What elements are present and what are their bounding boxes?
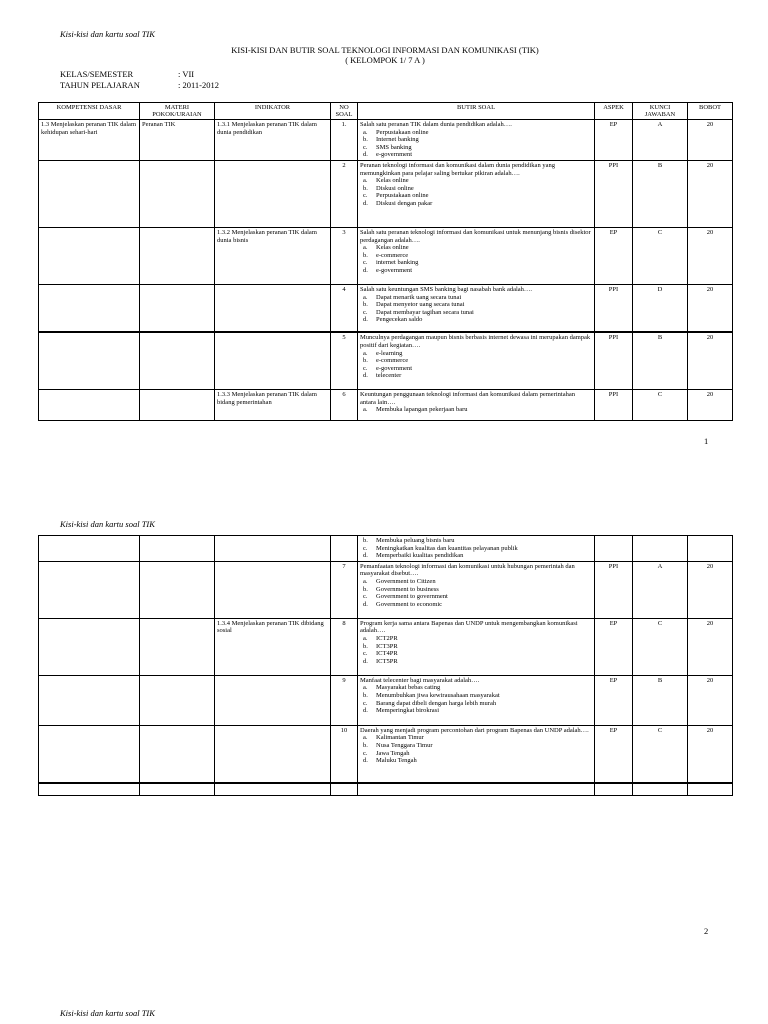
option-item: [363, 585, 592, 594]
butir-soal-cell: [358, 536, 595, 562]
option-text: Dapat menyetor uang secara tunai: [376, 301, 465, 309]
materi-cell: [140, 618, 215, 675]
page-number-2: 2: [704, 926, 709, 936]
kunci-cell: D: [633, 284, 688, 332]
option-list: [360, 350, 592, 380]
option-text: Memperbaiki kualitas pendidikan: [376, 552, 464, 560]
table-row: [39, 120, 733, 161]
option-item: [363, 128, 592, 137]
option-letter: a.: [363, 244, 368, 252]
option-item: [363, 593, 592, 601]
table-row: [39, 618, 733, 675]
bobot-cell: 20: [688, 675, 733, 725]
question-text: Salah satu keuntungan SMS banking bagi nasabah bank adalah….: [360, 285, 533, 293]
kompetensi-cell: [39, 783, 140, 795]
bobot-cell: 20: [688, 284, 733, 332]
aspek-cell: PPI: [595, 284, 633, 332]
column-header: KUNCI JAWABAN: [633, 103, 688, 120]
bobot-cell: 20: [688, 160, 733, 227]
column-header: KOMPETENSI DASAR: [39, 103, 140, 120]
kunci-cell: B: [633, 160, 688, 227]
option-letter: b.: [363, 642, 368, 650]
table-row: [39, 160, 733, 227]
option-text: ICT2PR: [376, 634, 398, 642]
option-letter: b.: [363, 537, 368, 544]
aspek-cell: PPI: [595, 561, 633, 618]
title-line-1: KISI-KISI DAN BUTIR SOAL TEKNOLOGI INFORMASI DAN KOMUNIKASI (TIK): [231, 45, 539, 55]
question-text: Peranan teknologi informasi dan komunikasi dalam dunia pendidikan yang memungkinkan para pelajar saling bertukar pikiran adalah….: [360, 161, 555, 177]
table-row: [39, 284, 733, 332]
option-text: Government to economic: [376, 600, 443, 608]
option-list: [360, 177, 592, 207]
option-letter: d.: [363, 657, 368, 665]
indikator-cell: 1.3.4 Menjelaskan peranan TIK dibidang sosial: [215, 618, 331, 675]
bobot-cell: 20: [688, 561, 733, 618]
option-item: [363, 684, 592, 692]
bobot-cell: 20: [688, 332, 733, 389]
aspek-cell: EP: [595, 618, 633, 675]
butir-soal-cell: [358, 120, 595, 161]
option-text: Diskusi online: [376, 184, 414, 192]
materi-cell: [140, 227, 215, 284]
option-letter: a.: [363, 406, 368, 414]
indikator-cell: 1.3.2 Menjelaskan peranan TIK dalam dunia bisnis: [215, 227, 331, 284]
option-text: e-government: [376, 364, 413, 372]
option-letter: a.: [363, 128, 368, 136]
option-item: [363, 734, 592, 742]
materi-cell: [140, 561, 215, 618]
bobot-cell: [688, 536, 733, 562]
running-header-page1: Kisi-kisi dan kartu soal TIK: [60, 29, 155, 39]
no-soal-cell: 6: [331, 389, 358, 420]
kompetensi-cell: [39, 227, 140, 284]
column-header: INDIKATOR: [215, 103, 331, 120]
kompetensi-cell: [39, 536, 140, 562]
materi-cell: [140, 284, 215, 332]
option-item: [363, 406, 592, 414]
option-item: [363, 741, 592, 750]
table-row: [39, 227, 733, 284]
option-item: [363, 650, 592, 658]
kompetensi-cell: [39, 160, 140, 227]
bobot-cell: 20: [688, 725, 733, 783]
table-header: [39, 103, 733, 120]
bobot-cell: [688, 783, 733, 795]
option-text: Membuka peluang bisnis baru: [376, 537, 455, 544]
question-text: Salah satu peranan teknologi informasi dan komunikasi untuk menunjang bisnis disektor perdagangan adalah….: [360, 228, 591, 244]
option-item: [363, 537, 592, 545]
no-soal-cell: 5: [331, 332, 358, 389]
no-soal-cell: 1.: [331, 120, 358, 161]
aspek-cell: [595, 536, 633, 562]
question-text: Keuntungan penggunaan teknologi informasi dan komunikasi dalam pemerintahan antara lain….: [360, 390, 575, 406]
option-text: Government to government: [376, 593, 448, 601]
option-letter: c.: [363, 192, 368, 200]
option-list: [360, 244, 592, 274]
kunci-cell: C: [633, 618, 688, 675]
option-text: Perpustakaan online: [376, 128, 429, 136]
kompetensi-cell: [39, 332, 140, 389]
option-letter: c.: [363, 364, 368, 372]
question-text: Salah satu peranan TIK dalam dunia pendidikan adalah….: [360, 121, 512, 128]
option-text: ICT5PR: [376, 657, 398, 665]
materi-cell: [140, 725, 215, 783]
option-item: [363, 251, 592, 260]
option-list: [360, 684, 592, 714]
materi-cell: [140, 783, 215, 795]
option-list: [360, 129, 592, 159]
option-item: [363, 349, 592, 358]
option-letter: b.: [363, 136, 368, 144]
option-list: [360, 734, 592, 764]
aspek-cell: EP: [595, 725, 633, 783]
option-letter: a.: [363, 349, 368, 357]
kunci-cell: A: [633, 120, 688, 161]
no-soal-cell: 2: [331, 160, 358, 227]
option-item: [363, 259, 592, 267]
option-list: [360, 294, 592, 324]
option-letter: c.: [363, 650, 368, 658]
materi-cell: Peranan TIK: [140, 120, 215, 161]
page-number-1: 1: [704, 436, 709, 446]
option-text: ICT3PR: [376, 642, 398, 650]
option-item: [363, 577, 592, 586]
option-item: [363, 192, 592, 200]
aspek-cell: PPI: [595, 332, 633, 389]
meta-block: [60, 69, 219, 91]
option-text: Memperingkat birokrasi: [376, 707, 439, 715]
option-letter: c.: [363, 749, 368, 757]
kompetensi-cell: [39, 725, 140, 783]
table-row: [39, 725, 733, 783]
tahun-label: TAHUN PELAJARAN: [60, 80, 140, 90]
option-item: [363, 364, 592, 373]
question-text: Manfaat telecenter bagi masyarakat adalah….: [360, 676, 480, 684]
aspek-cell: PPI: [595, 389, 633, 420]
option-letter: d.: [363, 600, 368, 608]
option-text: SMS banking: [376, 143, 412, 151]
option-text: Dapat menarik uang secara tunai: [376, 293, 462, 301]
option-letter: a.: [363, 293, 368, 301]
indikator-cell: [215, 284, 331, 332]
option-letter: a.: [363, 177, 368, 185]
option-letter: a.: [363, 734, 368, 742]
option-text: Masyarakat bebas cating: [376, 684, 441, 692]
option-text: Internet banking: [376, 136, 419, 144]
option-text: Menumbuhkan jiwa kewirausahaan masyarakat: [376, 691, 500, 699]
option-letter: b.: [363, 301, 368, 309]
column-header: BUTIR SOAL: [358, 103, 595, 120]
indikator-cell: [215, 675, 331, 725]
running-header-page3: Kisi-kisi dan kartu soal TIK: [60, 1008, 155, 1018]
column-header: BOBOT: [688, 103, 733, 120]
indikator-cell: 1.3.1 Menjelaskan peranan TIK dalam dunia pendidikan: [215, 120, 331, 161]
butir-soal-cell: [358, 561, 595, 618]
no-soal-cell: [331, 536, 358, 562]
option-letter: b.: [363, 691, 368, 699]
option-item: [363, 657, 592, 666]
materi-cell: [140, 675, 215, 725]
option-text: telecenter: [376, 372, 402, 380]
option-list: [360, 635, 592, 665]
title-line-2: ( KELOMPOK 1/ 7 A ): [345, 55, 425, 65]
kisi-table-page2: [38, 535, 733, 796]
option-text: Kalimantan Timur: [376, 734, 424, 742]
kompetensi-cell: [39, 675, 140, 725]
materi-cell: [140, 536, 215, 562]
option-item: [363, 293, 592, 302]
option-item: [363, 151, 592, 159]
materi-cell: [140, 332, 215, 389]
kunci-cell: C: [633, 725, 688, 783]
option-letter: d.: [363, 316, 368, 324]
option-item: [363, 699, 592, 708]
option-text: internet banking: [376, 259, 419, 267]
option-letter: d.: [363, 151, 368, 159]
option-item: [363, 199, 592, 208]
column-header: ASPEK: [595, 103, 633, 120]
option-letter: c.: [363, 593, 368, 601]
option-text: e-learning: [376, 349, 403, 357]
option-text: Maluku Tengah: [376, 757, 417, 765]
option-item: [363, 316, 592, 324]
no-soal-cell: [331, 783, 358, 795]
butir-soal-cell: [358, 160, 595, 227]
indikator-cell: [215, 725, 331, 783]
tahun-value: : 2011-2012: [178, 80, 220, 90]
option-text: Barang dapat dibeli dengan harga lebih murah: [376, 699, 497, 707]
option-text: Diskusi dengan pakar: [376, 199, 433, 207]
option-text: Perpustakaan online: [376, 192, 429, 200]
indikator-cell: [215, 561, 331, 618]
kompetensi-cell: [39, 284, 140, 332]
option-letter: b.: [363, 184, 368, 192]
aspek-cell: [595, 783, 633, 795]
indikator-cell: [215, 160, 331, 227]
option-item: [363, 544, 592, 553]
option-item: [363, 244, 592, 252]
no-soal-cell: 7: [331, 561, 358, 618]
option-list: [360, 537, 592, 560]
option-letter: c.: [363, 308, 368, 316]
kunci-cell: B: [633, 332, 688, 389]
option-text: ICT4PR: [376, 650, 398, 658]
butir-soal-cell: [358, 783, 595, 795]
kunci-cell: [633, 783, 688, 795]
option-text: Jawa Tengah: [376, 749, 410, 757]
kunci-cell: [633, 536, 688, 562]
option-item: [363, 642, 592, 651]
bobot-cell: 20: [688, 227, 733, 284]
butir-soal-cell: [358, 618, 595, 675]
option-item: [363, 757, 592, 765]
bobot-cell: 20: [688, 618, 733, 675]
option-letter: d.: [363, 372, 368, 380]
option-text: Meningkatkan kualitas dan kuantitas pelayanan publik: [376, 544, 518, 552]
option-letter: d.: [363, 199, 368, 207]
kunci-cell: C: [633, 227, 688, 284]
option-letter: c.: [363, 699, 368, 707]
aspek-cell: EP: [595, 675, 633, 725]
no-soal-cell: 3: [331, 227, 358, 284]
option-item: [363, 184, 592, 193]
option-item: [363, 266, 592, 275]
bobot-cell: 20: [688, 120, 733, 161]
option-item: [363, 143, 592, 152]
aspek-cell: EP: [595, 120, 633, 161]
option-letter: a.: [363, 684, 368, 692]
option-text: Pengecekan saldo: [376, 316, 423, 324]
butir-soal-cell: [358, 284, 595, 332]
option-item: [363, 372, 592, 380]
butir-soal-cell: [358, 332, 595, 389]
butir-soal-cell: [358, 725, 595, 783]
question-text: Pemanfaatan teknologi informasi dan komunikasi untuk hubungan pemerintah dan masyarakat disebut….: [360, 562, 575, 578]
kunci-cell: A: [633, 561, 688, 618]
column-header: MATERI POKOK/URAIAN: [140, 103, 215, 120]
bobot-cell: 20: [688, 389, 733, 420]
aspek-cell: PPI: [595, 160, 633, 227]
option-text: e-commerce: [376, 357, 409, 365]
option-text: Kelas online: [376, 244, 409, 252]
table-row: [39, 536, 733, 562]
indikator-cell: 1.3.3 Menjelaskan peranan TIK dalam bidang pemerintahan: [215, 389, 331, 420]
kompetensi-cell: [39, 389, 140, 420]
kelas-label: KELAS/SEMESTER: [60, 69, 134, 79]
table-row: [39, 675, 733, 725]
option-letter: c.: [363, 259, 368, 267]
option-text: Government to business: [376, 585, 439, 593]
table-row: [39, 332, 733, 389]
butir-soal-cell: [358, 227, 595, 284]
no-soal-cell: 4: [331, 284, 358, 332]
option-item: [363, 177, 592, 185]
option-text: Membuka lapangan pekerjaan baru: [376, 406, 468, 414]
option-item: [363, 301, 592, 309]
kompetensi-cell: [39, 561, 140, 618]
butir-soal-cell: [358, 389, 595, 420]
table-row: [39, 561, 733, 618]
option-letter: d.: [363, 552, 368, 560]
table-row: [39, 783, 733, 795]
indikator-cell: [215, 783, 331, 795]
option-item: [363, 308, 592, 317]
kompetensi-cell: 1.3 Menjelaskan peranan TIK dalam kehidupan sehari-hari: [39, 120, 140, 161]
column-header: NO SOAL: [331, 103, 358, 120]
indikator-cell: [215, 536, 331, 562]
running-header-page2: Kisi-kisi dan kartu soal TIK: [60, 519, 155, 529]
option-letter: c.: [363, 143, 368, 151]
option-text: e-government: [376, 151, 413, 159]
option-text: e-government: [376, 266, 413, 274]
question-text: Daerah yang menjadi program percontohan dari program Bapenas dan UNDP adalah….: [360, 726, 589, 734]
option-text: Government to Citizen: [376, 577, 436, 585]
option-item: [363, 136, 592, 144]
option-text: Kelas online: [376, 177, 409, 185]
kelas-value: : VII: [178, 69, 195, 79]
kisi-table-page1: [38, 102, 733, 421]
option-letter: d.: [363, 266, 368, 274]
materi-cell: [140, 389, 215, 420]
option-letter: a.: [363, 634, 368, 642]
option-text: e-commerce: [376, 251, 409, 259]
question-text: Program kerja sama antara Bapenas dan UNDP untuk mengembangkan komunikasi adalah….: [360, 619, 578, 635]
question-text: Munculnya perdagangan maupun bisnis berbasis internet dewasa ini merupakan dampak positif dari kegiatan….: [360, 334, 591, 350]
option-list: [360, 406, 592, 414]
aspek-cell: EP: [595, 227, 633, 284]
materi-cell: [140, 160, 215, 227]
option-letter: b.: [363, 585, 368, 593]
option-item: [363, 691, 592, 700]
kompetensi-cell: [39, 618, 140, 675]
no-soal-cell: 8: [331, 618, 358, 675]
option-letter: b.: [363, 251, 368, 259]
option-letter: d.: [363, 757, 368, 765]
option-list: [360, 578, 592, 608]
option-text: Dapat membayar tagihan secara tunai: [376, 308, 474, 316]
option-item: [363, 552, 592, 560]
option-item: [363, 749, 592, 758]
no-soal-cell: 9: [331, 675, 358, 725]
option-item: [363, 634, 592, 643]
option-letter: c.: [363, 544, 368, 552]
kunci-cell: C: [633, 389, 688, 420]
option-item: [363, 600, 592, 609]
option-letter: d.: [363, 707, 368, 715]
no-soal-cell: 10: [331, 725, 358, 783]
kunci-cell: B: [633, 675, 688, 725]
option-item: [363, 357, 592, 365]
option-text: Nusa Tenggara Timur: [376, 741, 433, 749]
option-item: [363, 707, 592, 715]
indikator-cell: [215, 332, 331, 389]
option-letter: b.: [363, 357, 368, 365]
table-row: [39, 389, 733, 420]
butir-soal-cell: [358, 675, 595, 725]
document-title: [38, 45, 732, 65]
option-letter: b.: [363, 741, 368, 749]
option-letter: a.: [363, 577, 368, 585]
